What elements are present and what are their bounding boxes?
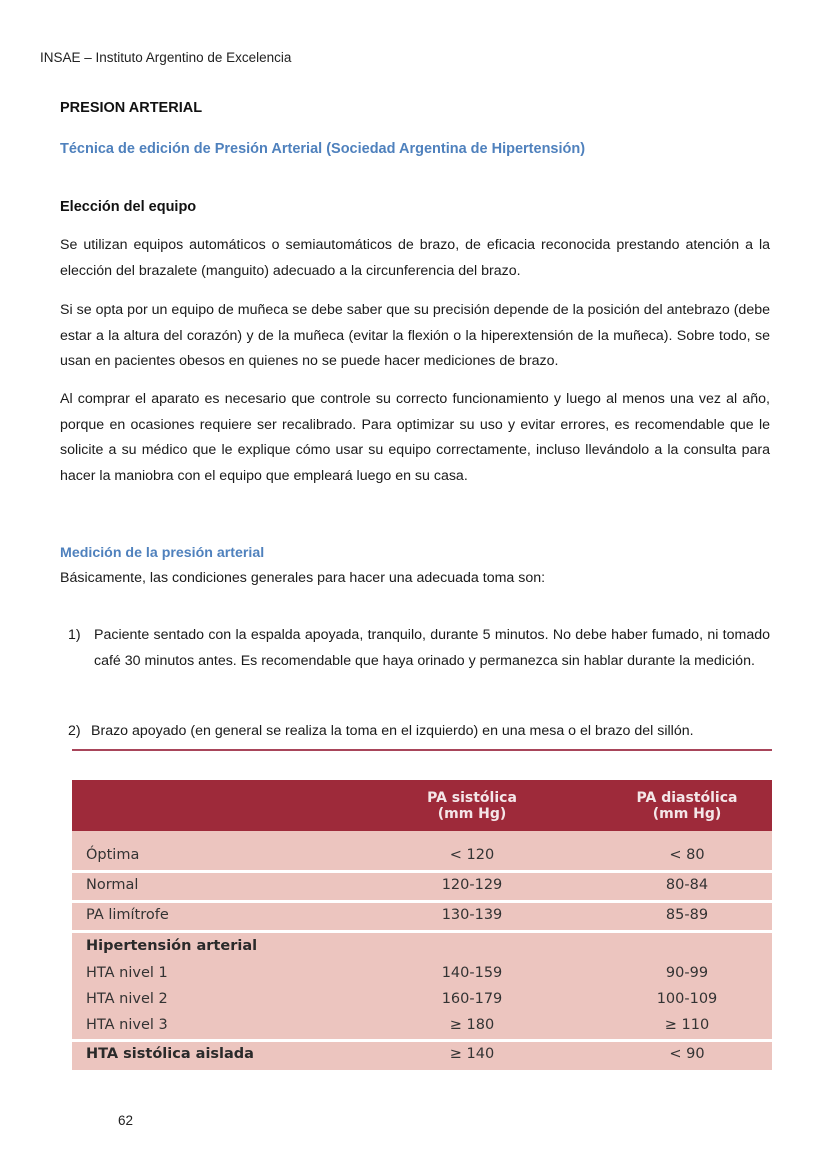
- paragraph: Se utilizan equipos automáticos o semiautomáticos de brazo, de eficacia reconocida prestando atención a la elección del brazalete (manguito) adecuado a la circunferencia del brazo.: [60, 237, 770, 279]
- cell-diastolica: 100-109: [656, 991, 718, 1007]
- cell-sistolica: ≥ 140: [449, 1046, 495, 1062]
- list-text: Paciente sentado con la espalda apoyada, tranquilo, durante 5 minutos. No debe haber fumado, ni tomado café 30 minutos antes. Es recomendable que haya orinado y permanezca sin hablar durante la medición.: [94, 627, 770, 669]
- table-row: [72, 873, 772, 900]
- cell-diastolica: 85-89: [665, 907, 709, 923]
- row-label: Normal: [86, 877, 139, 893]
- table-row: [72, 1017, 772, 1041]
- cell-sistolica: 130-139: [441, 907, 503, 923]
- row-label: HTA nivel 1: [86, 965, 168, 981]
- row-label: Óptima: [86, 847, 140, 863]
- cell-sistolica: < 120: [449, 847, 495, 863]
- list-item: [68, 719, 770, 745]
- row-label: HTA nivel 3: [86, 1017, 168, 1033]
- page-number: 62: [118, 1113, 134, 1128]
- divider-rule: [72, 749, 772, 751]
- cell-sistolica: 120-129: [441, 877, 503, 893]
- paragraph: Si se opta por un equipo de muñeca se debe saber que su precisión depende de la posición del antebrazo (debe estar a la altura del corazón) y de la muñeca (evitar la flexión o la hiperextensión de la muñeca). Sobre todo, se usan en pacientes obesos en quienes no se puede hacer mediciones de brazo.: [60, 302, 770, 369]
- page-header: INSAE – Instituto Argentino de Excelencia: [40, 50, 292, 65]
- cell-diastolica: < 90: [669, 1046, 705, 1062]
- cell-diastolica: 80-84: [665, 877, 709, 893]
- table-header: [72, 780, 772, 831]
- cell-diastolica: < 80: [669, 847, 705, 863]
- section-heading-medicion: Medición de la presión arterial: [60, 545, 265, 561]
- page-subtitle: Técnica de edición de Presión Arterial (Sociedad Argentina de Hipertensión): [60, 141, 586, 157]
- paragraph: Al comprar el aparato es necesario que controle su correcto funcionamiento y luego al menos una vez al año, porque en ocasiones requiere ser recalibrado. Para optimizar su uso y evitar errores, es recomendable que le solicite a su médico que le explique cómo usar su equipo correctamente, incluso llevándolo a la consulta para hacer la maniobra con el equipo que empleará luego en su casa.: [60, 391, 770, 484]
- group-title: Hipertensión arterial: [86, 938, 258, 954]
- cell-sistolica: 160-179: [441, 991, 503, 1007]
- row-label: HTA sistólica aislada: [86, 1046, 254, 1062]
- row-label: PA limítrofe: [86, 907, 169, 923]
- column-header-sistolica: PA sistólica (mm Hg): [427, 790, 517, 822]
- section-intro: Básicamente, las condiciones generales para hacer una adecuada toma son:: [60, 570, 546, 586]
- page-title: PRESION ARTERIAL: [60, 100, 203, 116]
- row-label: HTA nivel 2: [86, 991, 168, 1007]
- table-row: [72, 965, 772, 989]
- list-number: 1): [68, 627, 81, 643]
- table-row: [72, 1042, 772, 1070]
- list-number: 2): [68, 723, 81, 739]
- cell-sistolica: 140-159: [441, 965, 503, 981]
- cell-diastolica: 90-99: [665, 965, 709, 981]
- table-row: [72, 831, 772, 870]
- section-heading-equipo: Elección del equipo: [60, 199, 197, 215]
- blood-pressure-table: [72, 780, 772, 1070]
- table-row: [72, 903, 772, 930]
- column-header-diastolica: PA diastólica (mm Hg): [636, 790, 738, 822]
- table-group-hipertension: [72, 933, 772, 1039]
- list-text: Brazo apoyado (en general se realiza la toma en el izquierdo) en una mesa o el brazo del sillón.: [91, 723, 694, 739]
- cell-diastolica: ≥ 110: [664, 1017, 710, 1033]
- table-row: [72, 991, 772, 1015]
- cell-sistolica: ≥ 180: [449, 1017, 495, 1033]
- list-item: [68, 623, 770, 674]
